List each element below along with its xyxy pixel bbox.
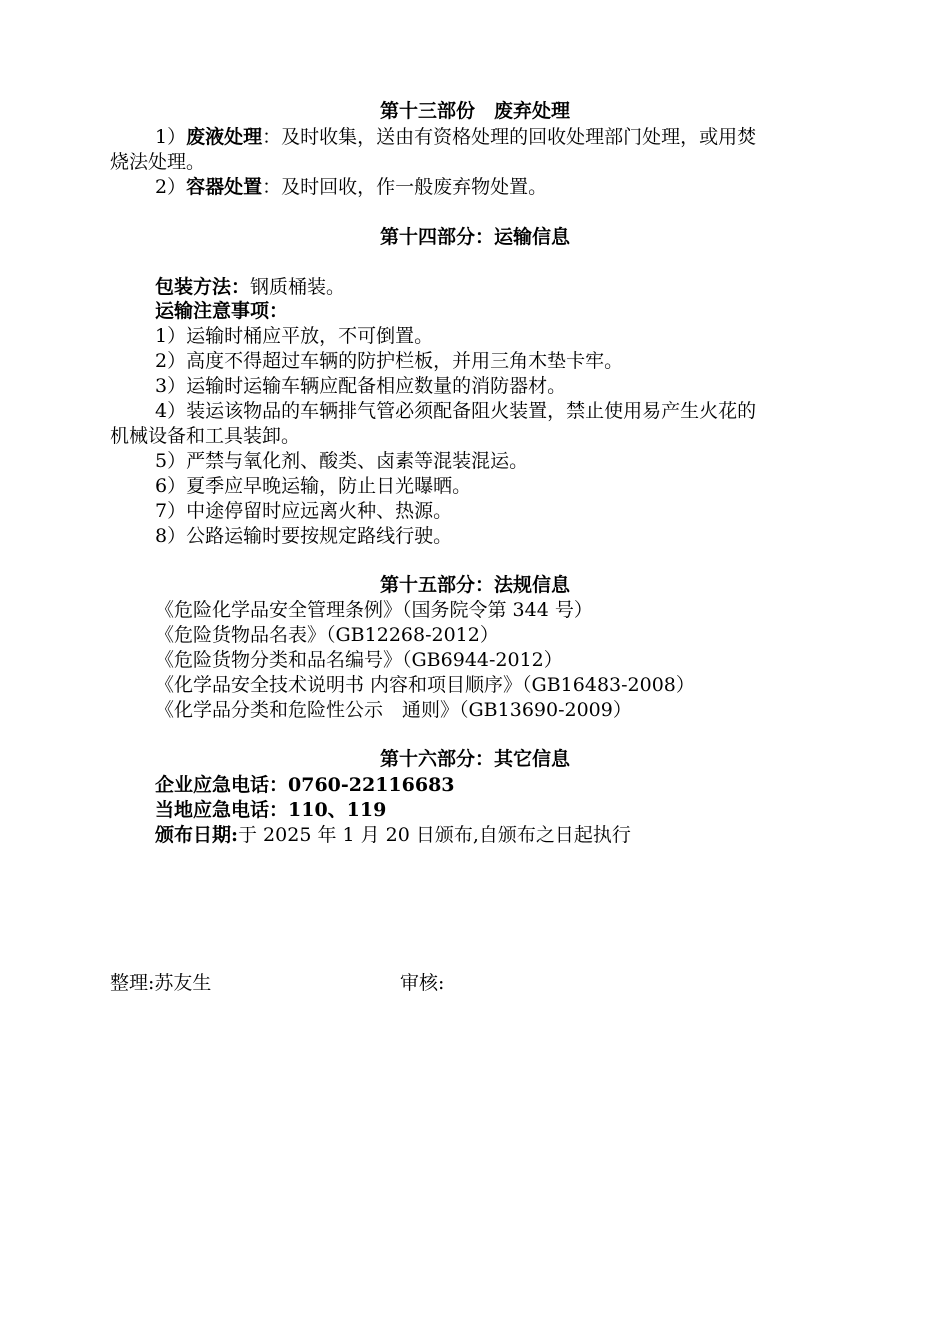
s16-issue-date [155,823,631,848]
s13-item-2-label: 容器处置 [186,176,263,198]
s13-item-1-line-1 [155,125,756,150]
s15-regulation-2: 《危险货物品名表》（GB12268-2012） [155,624,499,646]
s13-item-2-number: 2） [155,176,187,198]
section-16-title: 第十六部分：其它信息 [379,748,570,770]
s14-note-4-line-2: 机械设备和工具装卸。 [110,425,301,447]
s14-note-3: 3）运输时运输车辆应配备相应数量的消防器材。 [155,375,567,397]
s14-packaging [155,275,345,300]
footer-prepared-by: 整理:苏友生 [110,972,212,994]
s13-item-2-text: ：及时回收，作一般废弃物处置。 [262,176,548,198]
s14-note-7: 7）中途停留时应远离火种、热源。 [155,500,453,522]
section-14-title: 第十四部分：运输信息 [379,226,570,248]
s13-item-1-label: 废液处理 [186,126,263,148]
s15-regulation-1: 《危险化学品安全管理条例》（国务院令第 344 号） [155,599,593,621]
s14-packaging-label: 包装方法： [155,276,251,298]
s16-local-emergency-phone: 当地应急电话：110、119 [155,799,387,821]
s14-note-1: 1）运输时桶应平放，不可倒置。 [155,325,434,347]
s15-regulation-5: 《化学品分类和危险性公示 通则》（GB13690-2009） [155,699,632,721]
s15-regulation-4: 《化学品安全技术说明书 内容和项目顺序》（GB16483-2008） [155,674,695,696]
footer-reviewed-by: 审核: [400,972,445,994]
s16-issue-date-value: 于 2025 年 1 月 20 日颁布,自颁布之日起执行 [238,824,631,846]
s16-company-emergency-phone: 企业应急电话：0760-22116683 [155,774,455,796]
s13-item-1-text: ：及时收集，送由有资格处理的回收处理部门处理，或用焚 [262,126,757,148]
s14-note-6: 6）夏季应早晚运输，防止日光曝晒。 [155,475,472,497]
s13-item-1-line-2: 烧法处理。 [110,151,206,173]
s14-note-5: 5）严禁与氧化剂、酸类、卤素等混装混运。 [155,450,529,472]
section-15-title: 第十五部分：法规信息 [379,574,570,596]
s14-note-8: 8）公路运输时要按规定路线行驶。 [155,525,453,547]
s13-item-1-number: 1） [155,126,187,148]
s14-notes-label: 运输注意事项： [155,300,289,322]
s14-packaging-value: 钢质桶装。 [250,276,346,298]
s13-item-2 [155,175,547,200]
section-13-title: 第十三部份 废弃处理 [379,100,570,122]
s15-regulation-3: 《危险货物分类和品名编号》（GB6944-2012） [155,649,563,671]
s16-issue-date-label: 颁布日期: [155,824,239,846]
s14-note-4-line-1: 4）装运该物品的车辆排气管必须配备阻火装置，禁止使用易产生火花的 [155,400,757,422]
s14-note-2: 2）高度不得超过车辆的防护栏板，并用三角木垫卡牢。 [155,350,624,372]
